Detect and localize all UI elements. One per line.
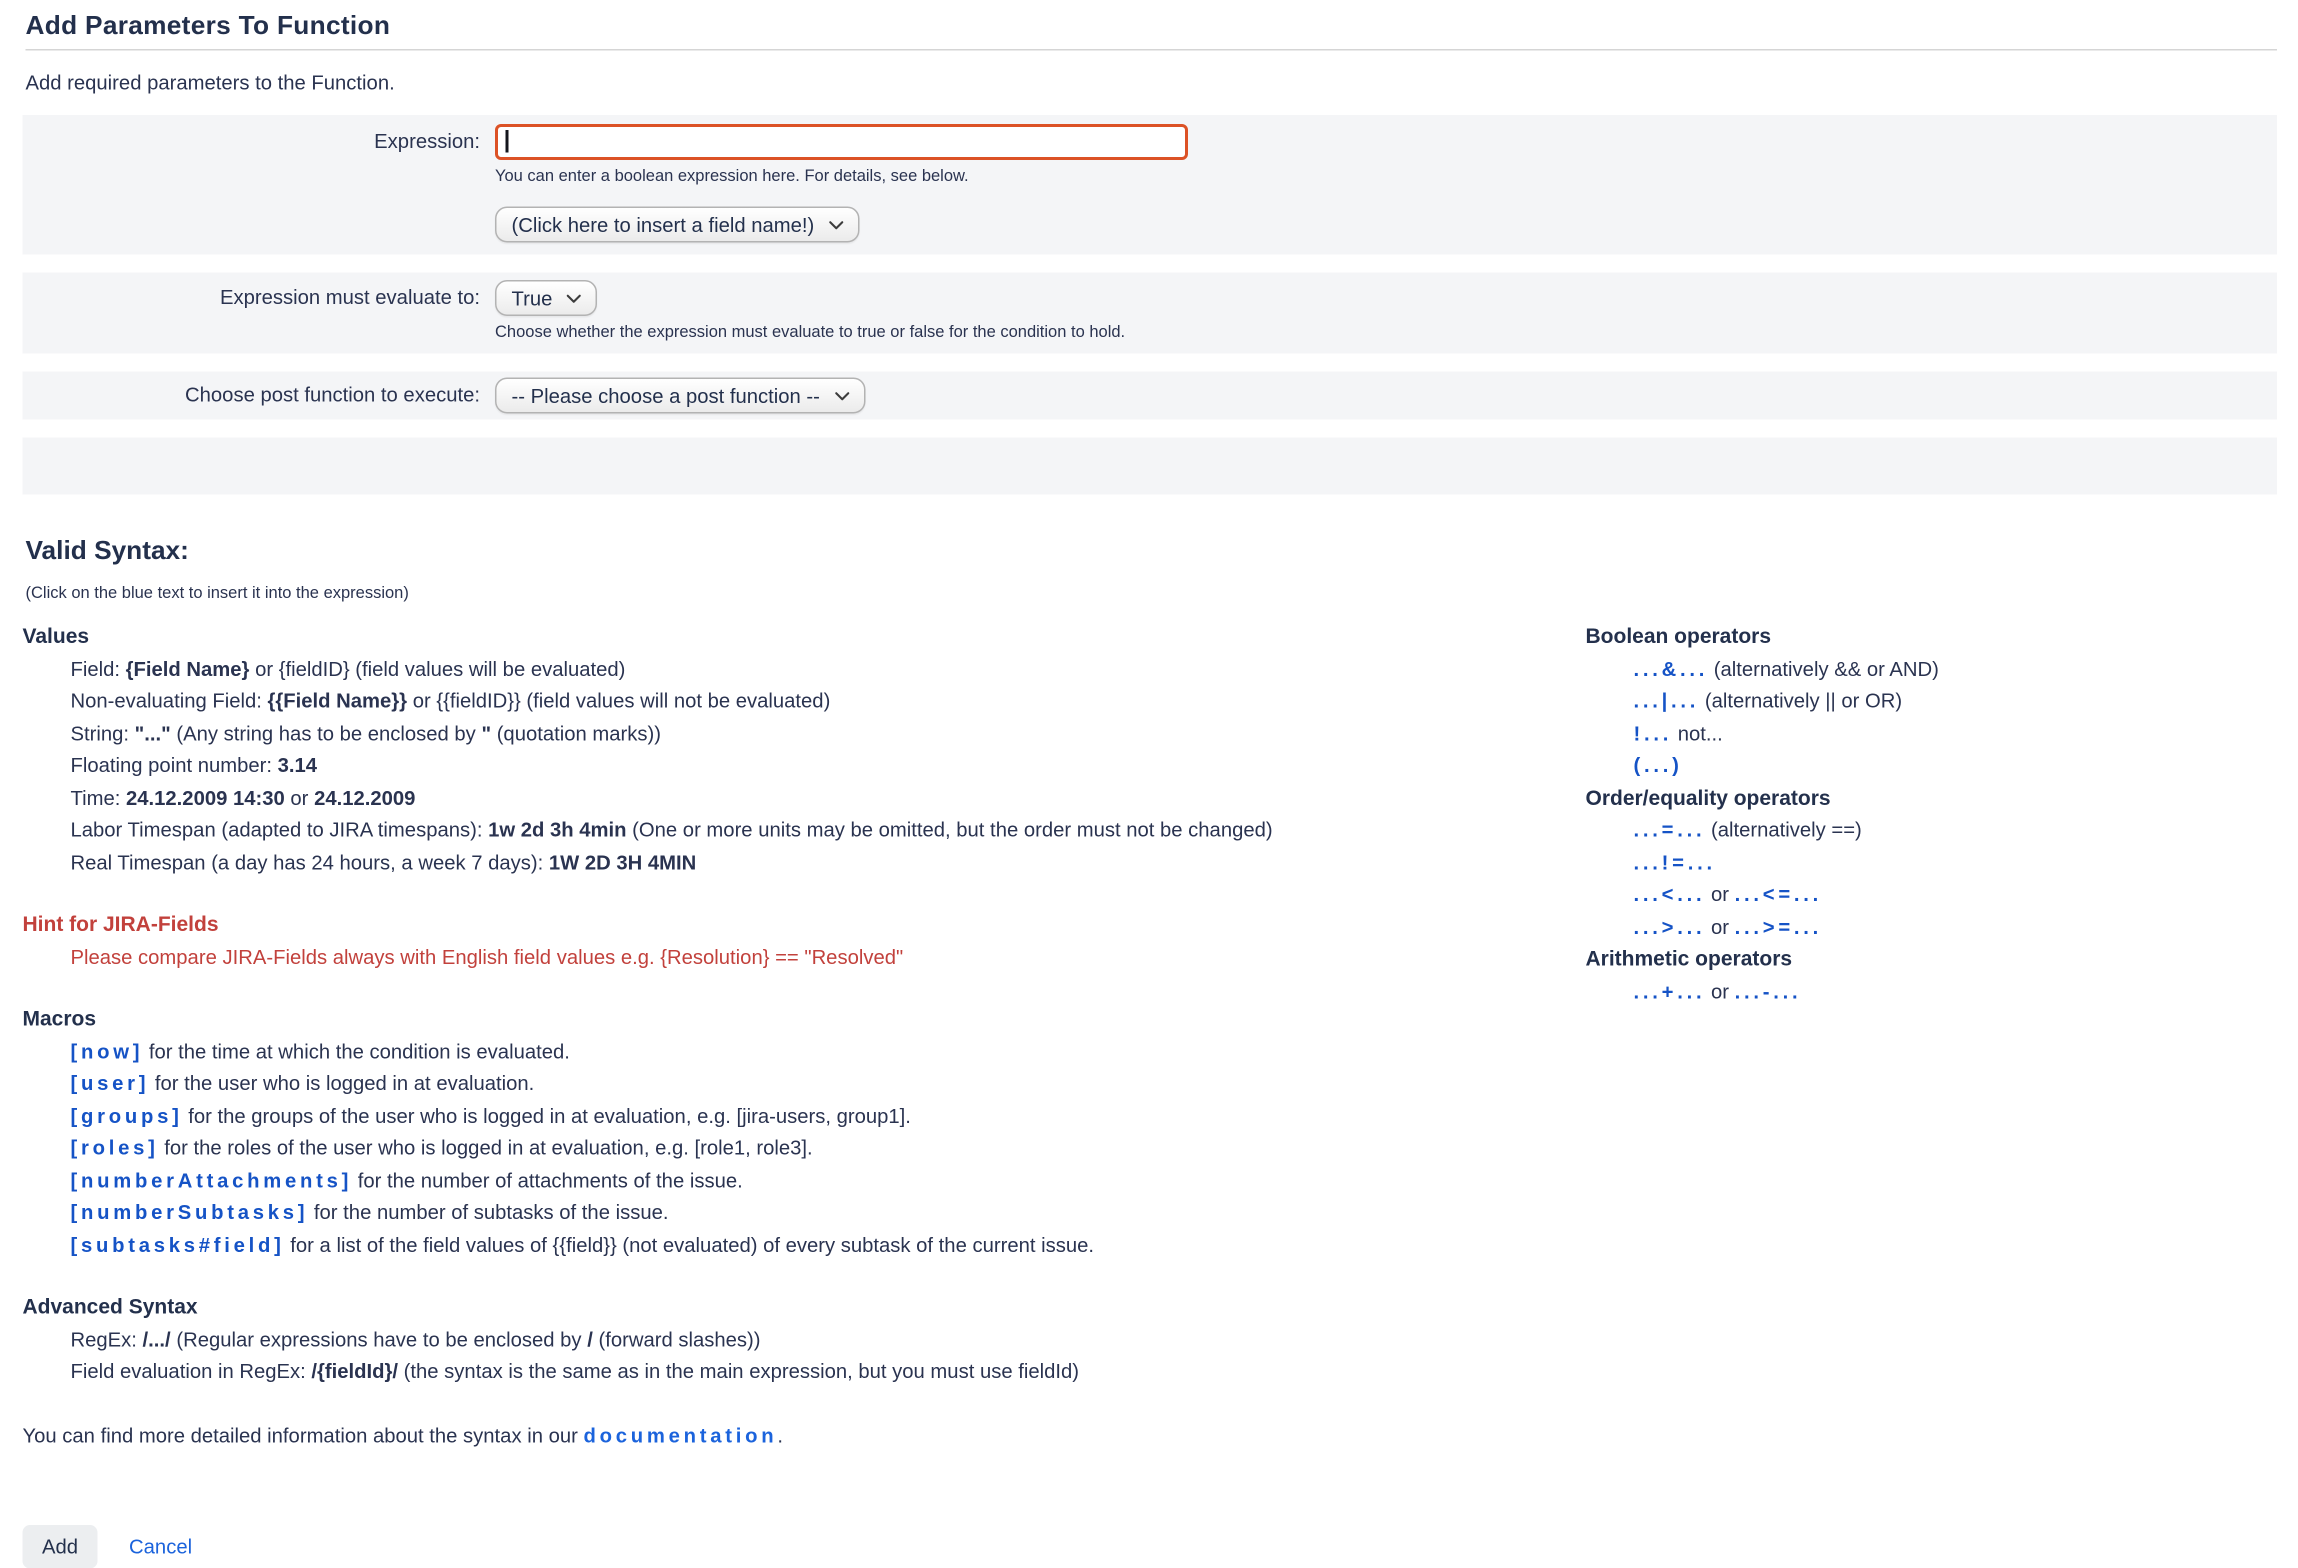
expression-helper: You can enter a boolean expression here. For details, see below. (495, 167, 969, 186)
text-segment: (Any string has to be enclosed by (170, 721, 482, 745)
evaluate-label: Expression must evaluate to: (219, 286, 480, 309)
text-segment: Field evaluation in RegEx: (70, 1360, 312, 1383)
syntax-line (1586, 717, 2278, 749)
syntax-section (1586, 782, 2278, 943)
post-function-panel (23, 372, 2278, 420)
post-function-selected-value: -- Please choose a post function -- (511, 384, 820, 407)
syntax-line (1586, 814, 2278, 846)
text-segment: . (777, 1423, 784, 1447)
syntax-line (23, 653, 1586, 685)
expression-panel (23, 115, 2278, 255)
text-segment: (quotation marks)) (491, 721, 662, 745)
syntax-section (1586, 621, 2278, 782)
syntax-token[interactable]: [roles] (70, 1136, 159, 1159)
syntax-line (23, 685, 1586, 717)
text-segment: (the syntax is the same as in the main expression, but you must use fieldId) (398, 1360, 1080, 1383)
page-title: Add Parameters To Function (26, 10, 2278, 51)
syntax-token[interactable]: ...|... (1633, 689, 1700, 712)
text-segment: 1w 2d 3h 4min (488, 818, 627, 841)
documentation-link[interactable]: documentation (583, 1423, 778, 1447)
syntax-token[interactable]: !... (1633, 721, 1673, 745)
syntax-line (23, 814, 1586, 846)
text-segment: (forward slashes)) (592, 1327, 761, 1351)
syntax-section (23, 621, 1586, 879)
syntax-line (23, 750, 1586, 782)
documentation-note (23, 1424, 2278, 1447)
text-segment: for the time at which the condition is evaluated. (143, 1039, 570, 1063)
text-segment: String: (70, 721, 135, 745)
syntax-section-title: Hint for JIRA-Fields (22, 911, 219, 936)
text-segment: (alternatively && or AND) (1708, 657, 1939, 680)
text-segment: /.../ (142, 1327, 171, 1351)
text-segment: Field: (70, 657, 126, 680)
text-caret (506, 130, 508, 153)
empty-panel (23, 438, 2278, 495)
syntax-section (1586, 943, 2278, 1008)
text-segment: for the roles of the user who is logged in at evaluation, e.g. [role1, role3]. (158, 1136, 813, 1159)
syntax-columns (23, 621, 2278, 1388)
text-segment: Labor Timespan (adapted to JIRA timespans): (70, 818, 489, 841)
expression-input[interactable] (495, 124, 1188, 160)
chevron-down-icon (828, 219, 845, 230)
syntax-line (23, 1356, 1586, 1388)
text-segment: RegEx: (70, 1327, 143, 1351)
text-segment: {{Field Name}} (267, 689, 408, 712)
syntax-token[interactable]: [numberSubtasks] (70, 1201, 309, 1224)
syntax-token[interactable]: (...) (1633, 754, 1683, 777)
text-segment: or {{fieldID}} (field values will not be evaluated) (407, 689, 831, 712)
syntax-token[interactable]: [now] (70, 1039, 144, 1063)
syntax-line (23, 846, 1586, 878)
text-segment: {Field Name} (125, 657, 250, 680)
syntax-right-column (1586, 621, 2278, 1388)
syntax-line (23, 1132, 1586, 1164)
syntax-line (23, 1197, 1586, 1229)
expression-label: Expression: (374, 130, 480, 153)
syntax-section (23, 1291, 1586, 1388)
text-segment: for the number of attachments of the issue. (352, 1168, 743, 1192)
syntax-token[interactable]: ...<... (1633, 883, 1706, 906)
syntax-token[interactable]: ...>... (1633, 915, 1706, 938)
page-subtitle: Add required parameters to the Function. (25, 71, 395, 94)
text-segment: or {fieldID} (field values will be evaluated) (249, 657, 626, 680)
syntax-token[interactable]: [user] (70, 1072, 150, 1095)
text-segment: /{fieldId}/ (311, 1360, 399, 1383)
text-segment: 3.14 (277, 754, 318, 777)
text-segment: for the groups of the user who is logged in at evaluation, e.g. [jira-users, group1]. (182, 1104, 911, 1127)
syntax-section-title: Order/equality operators (1585, 784, 1831, 809)
syntax-line (23, 1164, 1586, 1196)
text-segment: not... (1672, 721, 1723, 745)
text-segment: 24.12.2009 14:30 (126, 786, 285, 809)
text-segment: 1W 2D 3H 4MIN (548, 850, 697, 874)
syntax-section (23, 1003, 1586, 1261)
syntax-line (1586, 879, 2278, 911)
syntax-token[interactable]: ...>=... (1734, 915, 1823, 938)
syntax-token[interactable]: ...<=... (1734, 883, 1823, 906)
syntax-line (1586, 846, 2278, 878)
syntax-token[interactable]: ...-... (1734, 979, 1802, 1003)
syntax-line (23, 1068, 1586, 1100)
text-segment: Time: (70, 786, 126, 809)
chevron-down-icon (566, 293, 583, 304)
text-segment: (Regular expressions have to be enclosed by (170, 1327, 588, 1351)
text-segment: for the user who is logged in at evaluation. (149, 1072, 535, 1095)
syntax-token[interactable]: ...&... (1633, 657, 1709, 680)
syntax-line (23, 1323, 1586, 1355)
syntax-line (23, 1229, 1586, 1261)
syntax-left-column (23, 621, 1586, 1388)
form-actions (23, 1524, 2278, 1568)
cancel-link[interactable]: Cancel (129, 1534, 193, 1558)
text-segment: (alternatively || or OR) (1699, 689, 1903, 712)
text-segment: Floating point number: (70, 754, 278, 777)
syntax-line (23, 941, 1586, 973)
syntax-token[interactable]: [subtasks#field] (70, 1233, 285, 1256)
text-segment: or (1705, 883, 1735, 906)
evaluate-panel (23, 273, 2278, 354)
text-segment: for the number of subtasks of the issue. (308, 1201, 669, 1224)
field-picker-select[interactable] (495, 207, 859, 243)
syntax-token[interactable]: [numberAttachments] (70, 1168, 353, 1192)
post-function-select[interactable] (495, 378, 865, 414)
evaluate-helper: Choose whether the expression must evaluate to true or false for the condition to hold. (495, 323, 1126, 342)
text-segment: " (481, 721, 492, 745)
text-segment: (One or more units may be omitted, but the order must not be changed) (626, 818, 1273, 841)
text-segment: Please compare JIRA-Fields always with English field values e.g. {Resolution} == "Resolved" (70, 945, 904, 968)
text-segment: or (1705, 979, 1735, 1003)
syntax-line (1586, 911, 2278, 943)
syntax-line (23, 782, 1586, 814)
text-segment: You can find more detailed information about the syntax in our (22, 1423, 584, 1447)
syntax-section (23, 909, 1586, 974)
text-segment: or (284, 786, 315, 809)
syntax-line (1586, 975, 2278, 1007)
valid-syntax-heading: Valid Syntax: (25, 535, 189, 565)
syntax-line (23, 1100, 1586, 1132)
syntax-line (1586, 685, 2278, 717)
chevron-down-icon (833, 390, 850, 401)
text-segment: or (1705, 915, 1735, 938)
valid-syntax-note: (Click on the blue text to insert it into the expression) (25, 584, 409, 603)
text-segment: Non-evaluating Field: (70, 689, 268, 712)
syntax-token[interactable]: ...+... (1633, 979, 1706, 1003)
syntax-line (23, 717, 1586, 749)
text-segment: "..." (134, 721, 171, 745)
syntax-line (1586, 653, 2278, 685)
syntax-line (23, 1035, 1586, 1067)
workflow-parameters-screen (0, 10, 2298, 1563)
syntax-section-title: Arithmetic operators (1585, 946, 1793, 970)
syntax-section-title: Boolean operators (1585, 623, 1772, 648)
syntax-section-title: Advanced Syntax (22, 1294, 198, 1318)
syntax-line (1586, 750, 2278, 782)
add-button[interactable]: Add (23, 1524, 98, 1568)
text-segment: (alternatively ==) (1705, 818, 1862, 841)
syntax-token[interactable]: ...!=... (1633, 850, 1716, 874)
syntax-token[interactable]: [groups] (70, 1104, 183, 1127)
evaluate-select[interactable] (495, 280, 597, 316)
text-segment: for a list of the field values of {{field}} (not evaluated) of every subtask of the current issue. (284, 1233, 1095, 1256)
evaluate-selected-value: True (511, 286, 553, 310)
syntax-token[interactable]: ...=... (1633, 818, 1706, 841)
text-segment: Real Timespan (a day has 24 hours, a week 7 days): (70, 850, 549, 874)
text-segment: / (587, 1327, 593, 1351)
post-function-label: Choose post function to execute: (185, 383, 480, 406)
text-segment: 24.12.2009 (314, 786, 416, 809)
syntax-section-title: Values (22, 623, 90, 648)
syntax-section-title: Macros (22, 1006, 97, 1030)
field-picker-label: (Click here to insert a field name!) (511, 213, 815, 236)
